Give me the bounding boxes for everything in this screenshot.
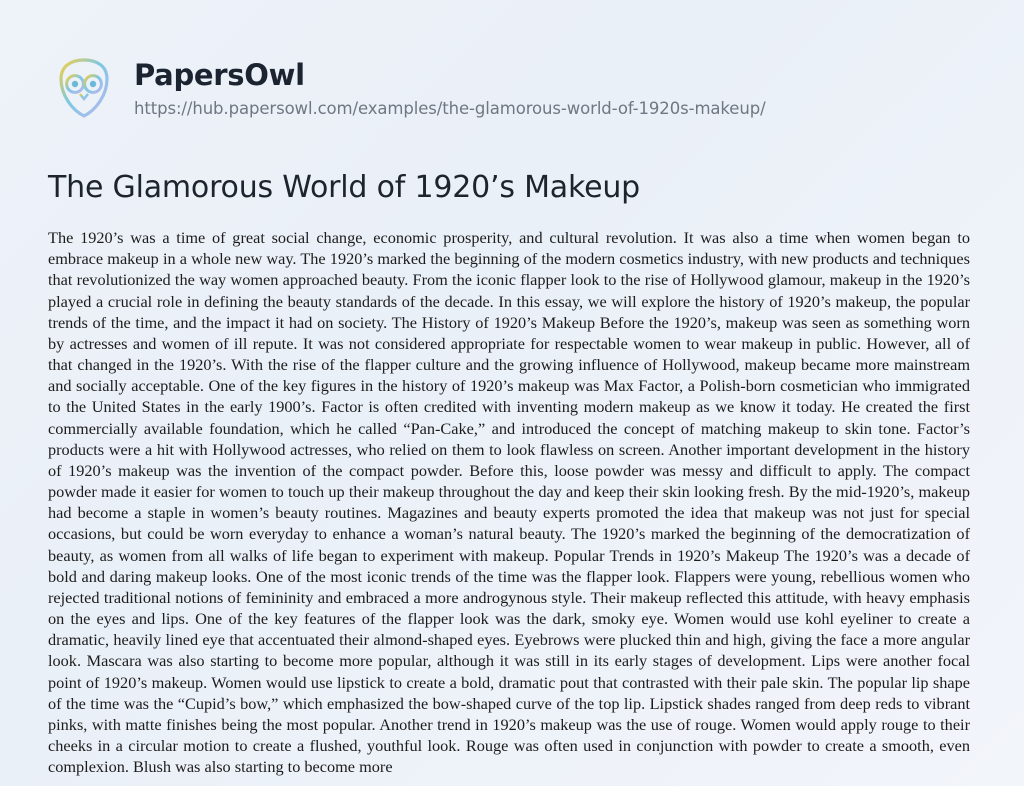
owl-logo-icon[interactable]	[48, 52, 120, 124]
site-header	[0, 0, 1024, 124]
page-title: The Glamorous World of 1920’s Makeup	[48, 170, 640, 205]
page-url[interactable]: https://hub.papersowl.com/examples/the-glamorous-world-of-1920s-makeup/	[134, 98, 766, 118]
brand-name: PapersOwl	[134, 58, 305, 93]
document-content	[0, 124, 1024, 777]
brand-block	[134, 58, 766, 118]
essay-body: The 1920’s was a time of great social change, economic prosperity, and cultural revolution. It was also a time when women began to embrace makeup in a whole new way. The 1920’s marked the beginning of the modern cosmetics industry, with new products and techniques that revolutionized the way women approached beauty. From the iconic flapper look to the rise of Hollywood glamour, makeup in the 1920’s played a crucial role in defining the beauty standards of the decade. In this essay, we will explore the history of 1920’s makeup, the popular trends of the time, and the impact it had on society. The History of 1920’s Makeup Before the 1920’s, makeup was seen as something worn by actresses and women of ill repute. It was not considered appropriate for respectable women to wear makeup in public. However, all of that changed in the 1920’s. With the rise of the flapper culture and the growing influence of Hollywood, makeup became more mainstream and socially acceptable. One of the key figures in the history of 1920’s makeup was Max Factor, a Polish-born cosmetician who immigrated to the United States in the early 1900’s. Factor is often credited with inventing modern makeup as we know it today. He created the first commercially available foundation, which he called “Pan-Cake,” and introduced the concept of matching makeup to skin tone. Factor’s products were a hit with Hollywood actresses, who relied on them to look flawless on screen. Another important development in the history of 1920’s makeup was the invention of the compact powder. Before this, loose powder was messy and difficult to apply. The compact powder made it easier for women to touch up their makeup throughout the day and keep their skin looking fresh. By the mid-1920’s, makeup had become a staple in women’s beauty routines. Magazines and beauty experts promoted the idea that makeup was not just for special occasions, but could be worn everyday to enhance a woman’s natural beauty. The 1920’s marked the beginning of the democratization of beauty, as women from all walks of life began to experiment with makeup. Popular Trends in 1920’s Makeup The 1920’s was a decade of bold and daring makeup looks. One of the most iconic trends of the time was the flapper look. Flappers were young, rebellious women who rejected traditional notions of femininity and embraced a more androgynous style. Their makeup reflected this attitude, with heavy emphasis on the eyes and lips. One of the key features of the flapper look was the dark, smoky eye. Women would use kohl eyeliner to create a dramatic, heavily lined eye that accentuated their almond-shaped eyes. Eyebrows were plucked thin and high, giving the face a more angular look. Mascara was also starting to become more popular, although it was still in its early stages of development. Lips were another focal point of 1920’s makeup. Women would use lipstick to create a bold, dramatic pout that contrasted with their pale skin. The popular lip shape of the time was the “Cupid’s bow,” which emphasized the bow-shaped curve of the top lip. Lipstick shades ranged from deep reds to vibrant pinks, with matte finishes being the most popular. Another trend in 1920’s makeup was the use of rouge. Women would apply rouge to their cheeks in a circular motion to create a flushed, youthful look. Rouge was often used in conjunction with powder to create a smooth, even complexion. Blush was also starting to become more	[48, 228, 970, 777]
